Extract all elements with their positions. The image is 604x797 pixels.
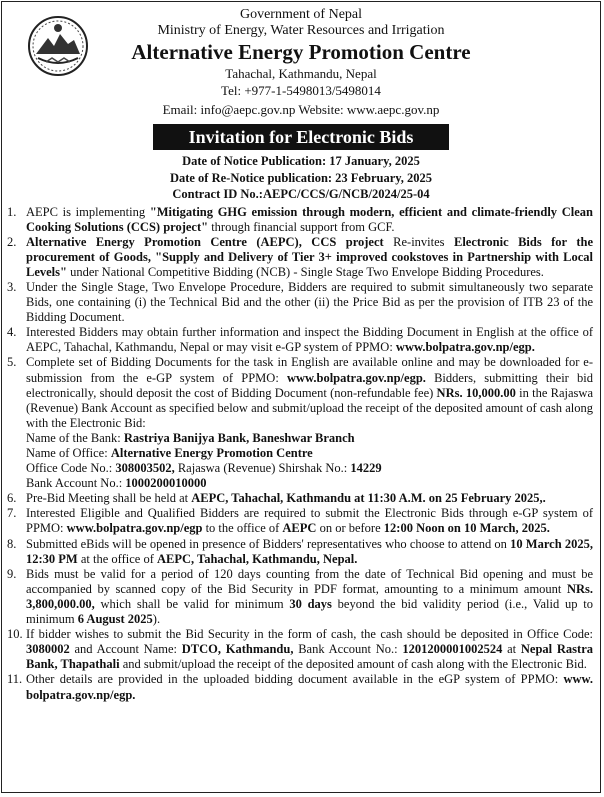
nepal-emblem-icon: [26, 14, 90, 78]
address: Tahachal, Kathmandu, Nepal: [225, 66, 377, 81]
list-item: 9. Bids must be valid for a period of 120 days counting from the date of Technical Bid opening and must be accompanied by scanned copy of the Bid Security in PDF format, amounting to a minimum amount NRs. 3,800,000.00, which shall be valid for minimum 30 days beyond the bid validity period (i.e., Valid up to minimum 6 August 2025).: [7, 566, 593, 627]
list-item: 3. Under the Single Stage, Two Envelope Procedure, Bidders are required to submit simultaneously two separate Bids, one containing (i) the Technical Bid and the other (ii) the Price Bid as per the provision of ITB 23 of the Bidding Document.: [7, 279, 593, 325]
list-item: 5. Complete set of Bidding Documents for the task in English are available online and may be downloaded for e-submission from the e-GP system of PPMO: www.bolpatra.gov.np/egp. Bidders, submitting their bid electronically, should deposit the cost of Bidding Document (non-refundable fee) NRs. 10,000.00 in the Rajaswa (Revenue) Bank Account as specified below and submit/upload the receipt of the deposited amount of cash along with the Electronic Bid: Name of the Bank: Rastriya Banijya Bank, Baneshwar Branch Name of Office: Alternative Energy Promotion Centre Office Code No.: 308003502, Rajaswa (Revenue) Shirshak No.: 14229 Bank Account No.: 1000200010000: [7, 355, 593, 491]
list-item: 1. AEPC is implementing "Mitigating GHG emission through modern, efficient and climate-friendly Clean Cooking Solutions (CCS) project" through financial support from GCF.: [7, 204, 593, 234]
list-item: 8. Submitted eBids will be opened in presence of Bidders' representatives who choose to attend on 10 March 2025, 12:30 PM at the office of AEPC, Tahachal, Kathmandu, Nepal.: [7, 536, 593, 566]
notice-date: Date of Notice Publication: 17 January, 2025: [182, 154, 420, 168]
list-item: 7. Interested Eligible and Qualified Bidders are required to submit the Electronic Bids through e-GP system of PPMO: www.bolpatra.gov.np/egp to the office of AEPC on or before 12:00 Noon on 10 March, 2025.: [7, 506, 593, 536]
renotice-date: Date of Re-Notice publication: 23 February, 2025: [169, 170, 433, 185]
ministry-name: Ministry of Energy, Water Resources and Irrigation: [157, 23, 445, 38]
notice-page: [1, 1, 601, 793]
organization-name: Alternative Energy Promotion Centre: [131, 40, 471, 64]
list-item: 6. Pre-Bid Meeting shall be held at AEPC, Tahachal, Kathmandu at 11:30 A.M. on 25 February 2025,.: [7, 491, 546, 506]
office-code: 308003502,: [115, 461, 175, 476]
telephone: Tel: +977-1-5498013/5498014: [221, 83, 381, 98]
office-name: Alternative Energy Promotion Centre: [110, 446, 313, 460]
list-item: 2. Alternative Energy Promotion Centre (AEPC), CCS project Re-invites Electronic Bids for the procurement of Goods, "Supply and Delivery of Tier 3+ improved cookstoves in Partnership with Local Levels" under National Competitive Bidding (NCB) - Single Stage Two Envelope Bidding Procedures.: [7, 234, 593, 279]
letterhead: [2, 2, 600, 118]
bank-account-no: 1000200010000: [125, 476, 207, 491]
list-item: 11. Other details are provided in the uploaded bidding document available in the eGP system of PPMO: www. bolpatra.gov.np/egp.: [7, 672, 593, 702]
shirshak-no: 14229: [350, 461, 382, 476]
contract-id: Contract ID No.:AEPC/CCS/G/NCB/2024/25-04: [172, 187, 430, 201]
email-website: Email: info@aepc.gov.np Website: www.aepc.gov.np: [162, 102, 440, 117]
bank-name: Rastriya Banijya Bank, Baneshwar Branch: [123, 430, 355, 445]
notice-dates: [2, 153, 600, 203]
government-name: Government of Nepal: [239, 7, 363, 22]
list-item: 4. Interested Bidders may obtain further information and inspect the Bidding Document in English at the office of AEPC, Tahachal, Kathmandu, Nepal or may visit e-GP system of PPMO: www.bolpatra.gov.np/egp.: [7, 325, 593, 355]
notice-title-banner: Invitation for Electronic Bids: [153, 124, 449, 150]
list-item: 10. If bidder wishes to submit the Bid Security in the form of cash, the cash should be deposited in Office Code: 3080002 and Account Name: DTCO, Kathmandu, Bank Account No.: 1201200001002524 at Nepal Rastra Bank, Thapathali and submit/upload the receipt of the deposited amount of cash along with the Electronic Bid.: [7, 627, 593, 672]
notice-items: [2, 205, 600, 703]
